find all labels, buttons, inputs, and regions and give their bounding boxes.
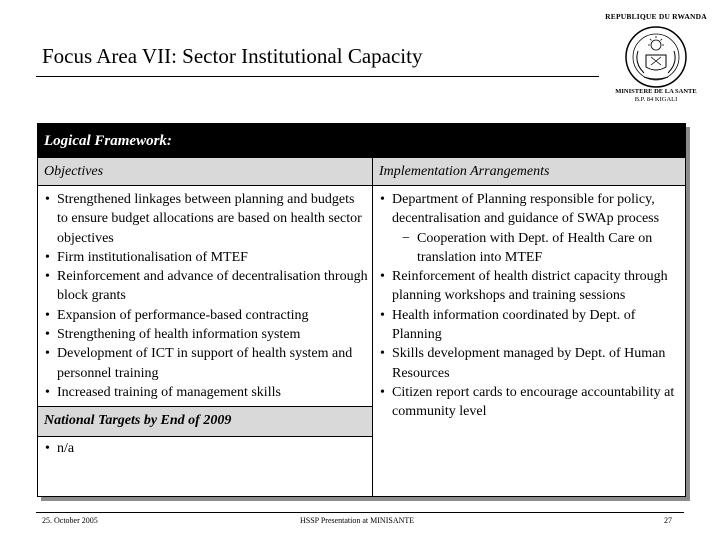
logical-framework-table — [37, 123, 686, 497]
implementation-list — [377, 190, 683, 422]
objectives-header — [38, 158, 373, 186]
objective-item: • Expansion of performance-based contracting — [42, 306, 368, 325]
implementation-item: • Citizen report cards to encourage accountability at community level — [377, 383, 683, 422]
implementation-item: • Health information coordinated by Dept. of Planning — [377, 306, 683, 345]
targets-header-label: National Targets by End of 2009 — [44, 413, 232, 428]
objective-item: • Reinforcement and advance of decentralisation through block grants — [42, 267, 368, 306]
implementation-item: • Skills development managed by Dept. of Human Resources — [377, 344, 683, 383]
objective-item: • Increased training of management skills — [42, 383, 368, 402]
target-item: • n/a — [42, 439, 368, 458]
footer-date: 25. October 2005 — [42, 516, 98, 525]
ministry-seal-logo — [624, 25, 688, 89]
objectives-header-label: Objectives — [44, 164, 104, 179]
column-divider — [372, 185, 373, 496]
ministry-name — [604, 88, 708, 104]
framework-header — [38, 124, 685, 158]
targets-header — [38, 406, 372, 437]
objective-item: • Development of ICT in support of health system and personnel training — [42, 344, 368, 383]
implementation-header — [373, 158, 685, 186]
page-title: Focus Area VII: Sector Institutional Capacity — [42, 44, 423, 68]
implementation-item: • Reinforcement of health district capacity through planning workshops and training sessions — [377, 267, 683, 306]
footer-divider — [36, 512, 684, 513]
targets-list — [42, 439, 368, 458]
footer-presentation: HSSP Presentation at MINISANTE — [300, 516, 415, 525]
title-divider — [36, 76, 599, 77]
country-name: REPUBLIQUE DU RWANDA — [605, 12, 707, 21]
implementation-item: • Department of Planning responsible for policy, decentralisation and guidance of SWAp process — [377, 190, 683, 229]
objectives-list — [42, 190, 368, 402]
objective-item: • Strengthened linkages between planning and budgets to ensure budget allocations are based on health sector objectives — [42, 190, 368, 248]
objective-item: • Firm institutionalisation of MTEF — [42, 248, 368, 267]
framework-heading: Logical Framework: — [44, 133, 172, 149]
implementation-subitem: − Cooperation with Dept. of Health Care on translation into MTEF — [377, 229, 683, 268]
objective-item: • Strengthening of health information system — [42, 325, 368, 344]
ministry-address: B.P. 84 KIGALI — [634, 96, 678, 103]
page-number: 27 — [664, 516, 672, 525]
implementation-header-label: Implementation Arrangements — [379, 164, 550, 179]
ministry-label: MINISTERE DE LA SANTE — [615, 88, 697, 95]
